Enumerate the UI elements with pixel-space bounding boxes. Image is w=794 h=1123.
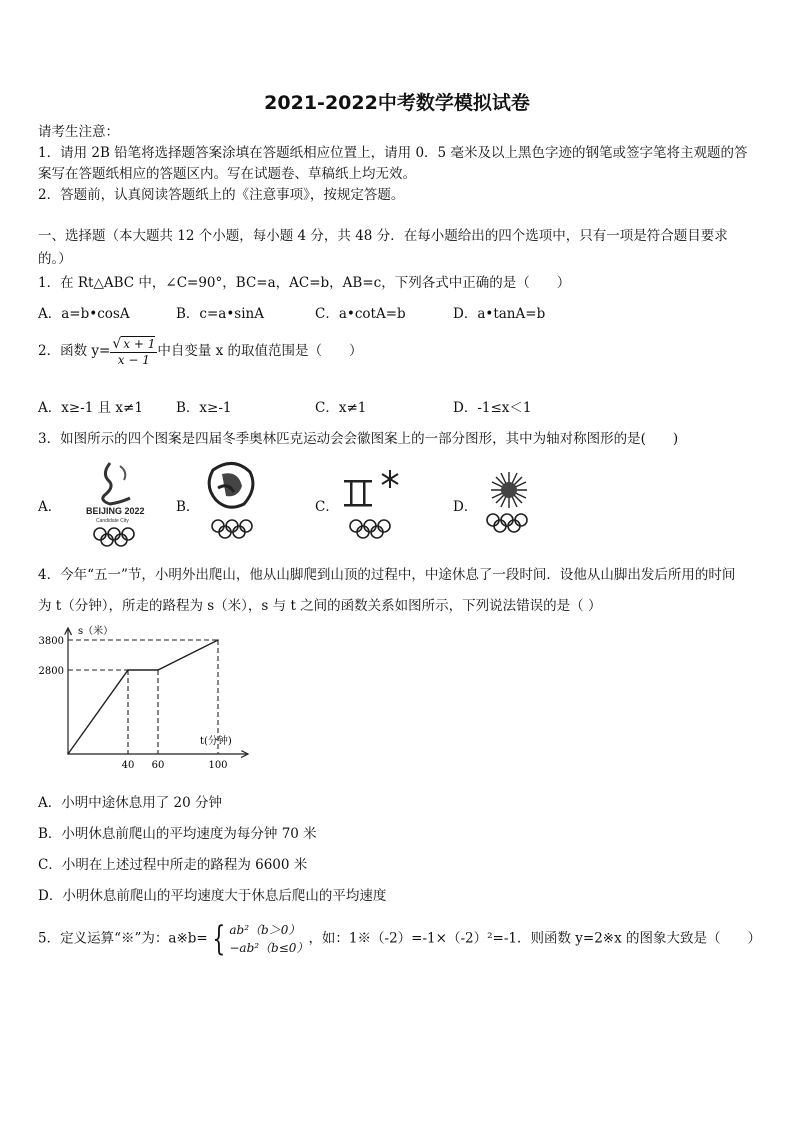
q3-label-c: C． — [315, 499, 339, 515]
q4-option-b: B．小明休息前爬山的平均速度为每分钟 70 米 — [38, 826, 317, 842]
q1-option-a: A．a=b•cosA — [38, 306, 130, 322]
q2-option-b: B．x≥-1 — [176, 400, 232, 416]
q2-prefix: 2．函数 y= — [38, 343, 111, 359]
notice-heading: 请考生注意： — [38, 124, 119, 140]
q1-option-d: D．a•tanA=b — [453, 306, 546, 322]
x-tick-label-100: 100 — [208, 760, 228, 771]
logo-a-wordmark: BEIJING 2022 — [86, 506, 145, 516]
data-point-3 — [217, 639, 219, 641]
q1-option-c: C．a•cotA=b — [315, 306, 406, 322]
beijing-2022-logo-image — [80, 458, 170, 548]
series-line — [68, 640, 218, 754]
q5-case-2: −ab²（b≤0） — [229, 941, 309, 955]
q4-option-c: C．小明在上述过程中所走的路程为 6600 米 — [38, 857, 308, 873]
q3-label-d: D． — [453, 499, 478, 515]
y-tick-label-3800: 3800 — [38, 636, 64, 647]
q5-brace: { — [212, 919, 226, 959]
q5-prefix: 5．定义运算“※”为：a※b= — [38, 930, 208, 947]
data-point-0 — [67, 753, 69, 755]
q1-option-b: B．c=a•sinA — [176, 306, 264, 322]
sqrt-symbol: √ — [112, 336, 122, 352]
q2-numerator: x + 1 — [123, 337, 156, 351]
q1-stem: 1．在 Rt△ABC 中，∠C=90°，BC=a，AC=b，AB=c，下列各式中正确的是（ ） — [38, 275, 571, 291]
logo-a-subtitle: Candidate City — [96, 518, 129, 524]
q2-option-d: D．-1≤x＜1 — [453, 400, 532, 416]
notice-line-2: 2．答题前，认真阅读答题纸上的《注意事项》，按规定答题。 — [38, 187, 405, 203]
q3-label-a: A． — [38, 499, 62, 515]
q3-label-b: B． — [176, 499, 200, 515]
distance-time-graph — [30, 618, 270, 778]
q2-option-a: A．x≥-1 且 x≠1 — [38, 400, 143, 416]
q5-stem — [38, 921, 761, 957]
emblem-b-image — [198, 458, 268, 543]
x-axis-label: t(分钟) — [200, 736, 232, 747]
q3-stem: 3．如图所示的四个图案是四届冬季奥林匹克运动会会徽图案上的一部分图形，其中为轴对称图形的是( ) — [38, 431, 679, 447]
section-heading-1: 一、选择题（本大题共 12 个小题，每小题 4 分，共 48 分．在每小题给出的四个选项中，只有一项是符合题目要求 — [38, 228, 728, 244]
q2-suffix: 中自变量 x 的取值范围是（ ） — [157, 343, 363, 359]
emblem-d-image — [477, 468, 547, 538]
notice-line-1a: 1．请用 2B 铅笔将选择题答案涂填在答题纸相应位置上，请用 0．5 毫米及以上黑色字迹的钢笔或签字笔将主观题的答 — [38, 145, 748, 161]
data-point-1 — [127, 669, 129, 671]
section-heading-2: 的。） — [38, 251, 72, 267]
q2-stem — [38, 336, 363, 367]
notice-line-1b: 案写在答题纸相应的答题区内。写在试题卷、草稿纸上均无效。 — [38, 166, 416, 182]
q2-option-c: C．x≠1 — [315, 400, 367, 416]
q4-chart — [30, 618, 270, 782]
q5-cases — [229, 921, 308, 957]
page-title: 2021-2022中考数学模拟试卷 — [264, 92, 530, 114]
x-tick-label-40: 40 — [121, 760, 135, 771]
q4-stem-line-1: 4．今年“五一”节，小明外出爬山，他从山脚爬到山顶的过程中，中途休息了一段时间．设他从山脚出发后所用的时间 — [38, 567, 736, 583]
q4-option-a: A．小明中途休息用了 20 分钟 — [38, 795, 223, 811]
q2-denominator: x − 1 — [117, 353, 150, 367]
q5-case-1: ab²（b＞0） — [229, 923, 301, 937]
data-point-2 — [157, 669, 159, 671]
emblem-c-image — [340, 468, 410, 548]
q5-suffix: ，如：1※（-2）=-1×（-2）²=-1．则函数 y=2※x 的图象大致是（ ） — [308, 930, 762, 947]
x-tick-label-60: 60 — [151, 760, 165, 771]
y-axis-label: s（米） — [78, 626, 114, 637]
q2-fraction — [110, 336, 157, 367]
q4-stem-line-2: 为 t（分钟），所走的路程为 s（米），s 与 t 之间的函数关系如图所示，下列说法错误的是（ ） — [38, 598, 602, 614]
q4-option-d: D．小明休息前爬山的平均速度大于休息后爬山的平均速度 — [38, 888, 387, 904]
y-tick-label-2800: 2800 — [38, 666, 64, 677]
